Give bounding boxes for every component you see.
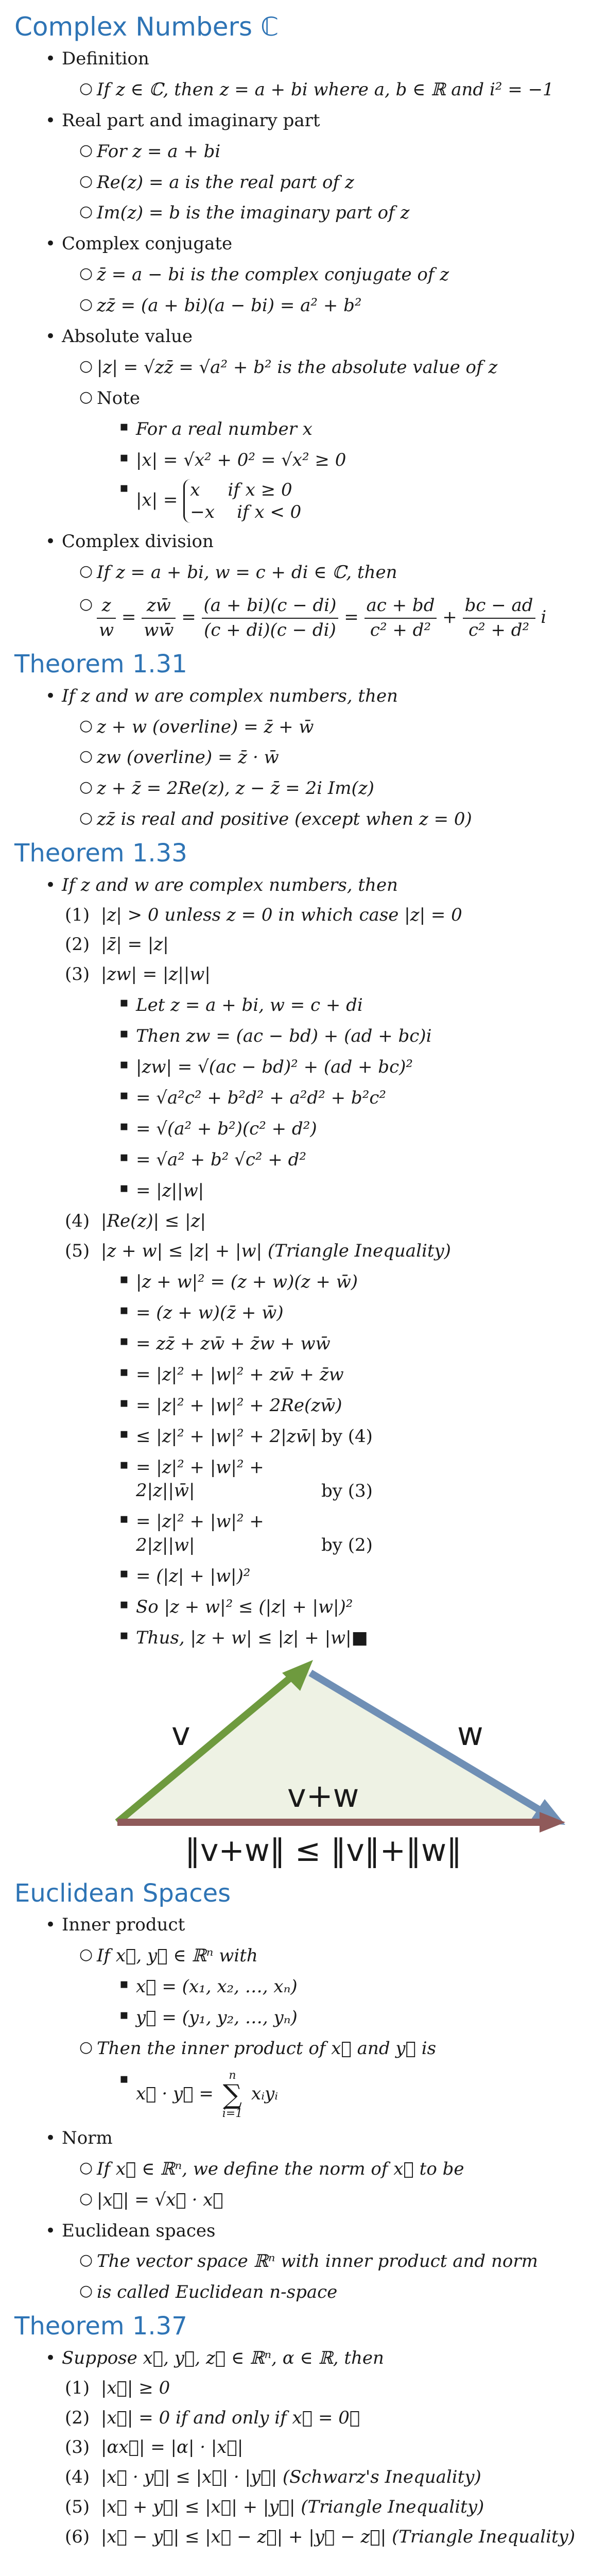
proof-step — [14, 1565, 576, 1588]
proof-step — [14, 1425, 576, 1449]
numerator: bc − ad — [463, 594, 535, 619]
imaginary-unit: i — [541, 607, 547, 628]
step-note: by (4) — [321, 1426, 373, 1447]
proof-step: ▪ = √(a² + b²)(c² + d²) — [14, 1117, 576, 1141]
division-formula: ○ $\frac{z}{w}$ = $\frac{zw̄}{ww̄}$ = $\frac{(a + bi)(c - di)}{(c + di)(c - di)}$ = $\frac{ac + bd}{\text{c² + d²}}$ + $\frac{bc - ad}{\text{c² + d²}}$ i — [14, 594, 576, 642]
item-number: (1) — [65, 904, 90, 925]
item-number: (3) — [65, 964, 90, 985]
item-number: (6) — [65, 2527, 90, 2548]
proof-step — [14, 1363, 576, 1387]
label-v-plus-w: v+w — [287, 1776, 359, 1815]
theorem-133-list — [14, 874, 576, 1650]
theorem-137-list — [14, 2347, 576, 2549]
note-item: ▪ For a real number x — [14, 418, 576, 442]
step-text: = zz̄ + zw̄ + z̄w + ww̄ — [136, 1333, 331, 1354]
fraction — [97, 594, 116, 642]
triangle-diagram — [14, 1657, 576, 1874]
item-number: (5) — [65, 2497, 90, 2518]
case-line: −x if x < 0 — [190, 501, 302, 522]
norm-item: ○ If x⃗ ∈ ℝⁿ, we define the norm of x⃗ to be — [14, 2158, 576, 2181]
theorem-131-item: ○ zw (overline) = z̄ · w̄ — [14, 746, 576, 770]
proof-step — [14, 1456, 576, 1503]
theorem-131-item: ○ z + z̄ = 2Re(z), z − z̄ = 2i Im(z) — [14, 777, 576, 801]
real-imag-heading: • Real part and imaginary part — [14, 109, 576, 133]
inner-product-heading: • Inner product — [14, 1913, 576, 1937]
step-text: = |z|² + |w|² + 2Re(zw̄) — [136, 1395, 342, 1416]
numbered-item — [14, 2466, 576, 2489]
step-text: = (z + w)(z̄ + w̄) — [136, 1302, 284, 1324]
item-text: |x⃗ + y⃗| ≤ |x⃗| + |y⃗| (Triangle Inequality) — [101, 2497, 484, 2518]
real-imag-item: ○ Im(z) = b is the imaginary part of z — [14, 201, 576, 225]
step-text: = |z|² + |w|² + 2|z||w̄| — [136, 1456, 264, 1501]
page-title: Complex Numbers ℂ — [14, 12, 279, 42]
item-text: |αx⃗| = |α| · |x⃗| — [101, 2437, 244, 2458]
numerator: zw̄ — [142, 594, 176, 619]
denominator: c² + d² — [370, 620, 431, 641]
cases-brace — [183, 479, 301, 523]
proof-step: ▪ = √a² + b² √c² + d² — [14, 1148, 576, 1172]
division-intro: ○ If z = a + bi, w = c + di ∈ ℂ, then — [14, 561, 576, 585]
item-text: |z + w| ≤ |z| + |w| (Triangle Inequality) — [101, 1241, 451, 1262]
note-item: ▪ |x| = √x² + 0² = √x² ≥ 0 — [14, 449, 576, 472]
step-text: So |z + w|² ≤ (|z| + |w|)² — [136, 1597, 353, 1618]
step-text: ≤ |z|² + |w|² + 2|zw̄| — [136, 1426, 317, 1447]
numbered-item — [14, 904, 576, 927]
real-imag-item: ○ For z = a + bi — [14, 140, 576, 164]
denominator: ww̄ — [144, 620, 174, 641]
vector-def: ▪ y⃗ = (y₁, y₂, …, yₙ) — [14, 2006, 576, 2030]
proof-step — [14, 1626, 576, 1650]
proof-step: ▪ = √a²c² + b²d² + a²d² + b²c² — [14, 1087, 576, 1110]
conjugate-item: ○ zz̄ = (a + bi)(a − bi) = a² + b² — [14, 294, 576, 318]
theorem-133-heading: Theorem 1.33 — [14, 839, 187, 868]
proof-step: ▪ Then zw = (ac − bd) + (ad + bc)i — [14, 1025, 576, 1048]
fraction — [463, 594, 535, 642]
definition-heading: • Definition — [14, 47, 576, 71]
euclidean-heading: Euclidean Spaces — [14, 1878, 231, 1908]
proof-step — [14, 1301, 576, 1325]
abs-heading: • Absolute value — [14, 325, 576, 349]
numerator: ○ z — [97, 594, 116, 619]
theorem-133-intro: • If z and w are complex numbers, then — [14, 874, 576, 897]
spaces-item: ○ is called Euclidean n-space — [14, 2281, 576, 2304]
item-text: |z̄| = |z| — [101, 934, 169, 955]
item-number: (2) — [65, 934, 90, 955]
numbered-item — [14, 2377, 576, 2400]
theorem-131-item: ○ z + w (overline) = z̄ + w̄ — [14, 716, 576, 739]
conjugate-item: ○ z̄ = a − bi is the complex conjugate of z — [14, 263, 576, 287]
numbered-item — [14, 1210, 576, 1233]
formula-lhs: x⃗ · y⃗ = — [136, 2083, 214, 2104]
sum-sigma-icon: ∑ — [222, 2079, 242, 2110]
item-number: (2) — [65, 2407, 90, 2428]
norm-heading: • Norm — [14, 2127, 576, 2150]
division-heading: • Complex division — [14, 530, 576, 554]
proof-step — [14, 1270, 576, 1294]
numbered-item — [14, 963, 576, 987]
item-text: |z| > 0 unless z = 0 in which case |z| = 0 — [101, 904, 462, 925]
step-text: = (|z| + |w|)² — [136, 1566, 251, 1587]
fraction — [202, 594, 339, 642]
item-text: |x⃗| = 0 if and only if x⃗ = 0⃗ — [101, 2407, 360, 2428]
proof-step — [14, 1394, 576, 1418]
proof-step: ▪ |zw| = √(ac − bd)² + (ad + bc)² — [14, 1056, 576, 1079]
abs-cases-prefix: |x| = — [136, 489, 178, 511]
vector-def: ▪ x⃗ = (x₁, x₂, …, xₙ) — [14, 1975, 576, 1999]
theorem-131-intro: • If z and w are complex numbers, then — [14, 685, 576, 708]
item-text: |zw| = |z||w| — [101, 964, 211, 985]
label-v: v — [171, 1715, 190, 1753]
summation — [222, 2070, 242, 2120]
denominator: c² + d² — [468, 620, 530, 641]
step-text: |z + w|² = (z + w)(z + w̄) — [136, 1272, 358, 1293]
numerator: (a + bi)(c − di) — [202, 594, 339, 619]
numbered-item — [14, 1240, 576, 1263]
euclidean-list — [14, 1913, 576, 2304]
case-line: x if x ≥ 0 — [190, 480, 292, 501]
proof-step — [14, 1510, 576, 1557]
item-text: |x⃗ − y⃗| ≤ |x⃗ − z⃗| + |y⃗ − z⃗| (Triangle Inequality) — [101, 2527, 576, 2548]
proof-step: ▪ Let z = a + bi, w = c + di — [14, 994, 576, 1018]
conjugate-heading: • Complex conjugate — [14, 232, 576, 256]
numbered-item — [14, 933, 576, 957]
theorem-131-list — [14, 685, 576, 832]
item-text: |x⃗ · y⃗| ≤ |x⃗| · |y⃗| (Schwarz's Inequality) — [101, 2467, 481, 2488]
item-number: (4) — [65, 2467, 90, 2488]
item-text: |Re(z)| ≤ |z| — [101, 1211, 206, 1232]
inner-product-then: ○ Then the inner product of x⃗ and y⃗ is — [14, 2037, 576, 2061]
denominator: w — [99, 620, 114, 641]
complex-numbers-list — [14, 47, 576, 642]
triangle-caption: ‖v+w‖ ≤ ‖v‖+‖w‖ — [184, 1832, 462, 1869]
step-text: Thus, |z + w| ≤ |z| + |w|■ — [136, 1627, 368, 1648]
numerator: ac + bd — [365, 594, 437, 619]
fraction — [142, 594, 176, 642]
denominator: (c + di)(c − di) — [204, 620, 336, 641]
item-number: (5) — [65, 1241, 90, 1262]
proof-step — [14, 1332, 576, 1356]
item-number: (4) — [65, 1211, 90, 1232]
step-note: by (2) — [321, 1535, 373, 1556]
numbered-item — [14, 2406, 576, 2430]
proof-step: ▪ = |z||w| — [14, 1179, 576, 1203]
numbered-item — [14, 2526, 576, 2549]
step-text: = |z|² + |w|² + 2|z||w| — [136, 1511, 264, 1556]
real-imag-item: ○ Re(z) = a is the real part of z — [14, 171, 576, 195]
spaces-heading: • Euclidean spaces — [14, 2219, 576, 2243]
definition-text: ○ If z ∈ ℂ, then z = a + bi where a, b ∈ ℝ and i² = −1 — [14, 78, 576, 102]
theorem-137-intro: • Suppose x⃗, y⃗, z⃗ ∈ ℝⁿ, α ∈ ℝ, then — [14, 2347, 576, 2370]
triangle-svg — [14, 1657, 576, 1833]
sum-lower: i=1 — [222, 2107, 243, 2120]
sum-upper: n — [229, 2069, 236, 2082]
theorem-137-heading: Theorem 1.37 — [14, 2312, 187, 2341]
theorem-131-heading: Theorem 1.31 — [14, 650, 187, 679]
numbered-item — [14, 2496, 576, 2519]
step-note: by (3) — [321, 1480, 373, 1501]
label-w: w — [457, 1715, 483, 1753]
inner-product-intro: ○ If x⃗, y⃗ ∈ ℝⁿ with — [14, 1944, 576, 1968]
fraction — [365, 594, 437, 642]
item-number: (3) — [65, 2437, 90, 2458]
numbered-item — [14, 2436, 576, 2460]
spaces-item: ○ The vector space ℝⁿ with inner product and norm — [14, 2250, 576, 2274]
sum-term: xᵢyᵢ — [251, 2083, 279, 2104]
norm-item: ○ |x⃗| = √x⃗ · x⃗ — [14, 2189, 576, 2212]
item-text: |x⃗| ≥ 0 — [101, 2377, 170, 2398]
inner-product-formula — [14, 2070, 576, 2120]
abs-item: ○ |z| = √zz̄ = √a² + b² is the absolute value of z — [14, 356, 576, 380]
proof-step — [14, 1596, 576, 1619]
note-heading: ○ Note — [14, 387, 576, 411]
item-number: (1) — [65, 2377, 90, 2398]
abs-cases — [14, 479, 576, 523]
step-text: = |z|² + |w|² + zw̄ + z̄w — [136, 1364, 344, 1385]
theorem-131-item: ○ zz̄ is real and positive (except when z = 0) — [14, 808, 576, 832]
